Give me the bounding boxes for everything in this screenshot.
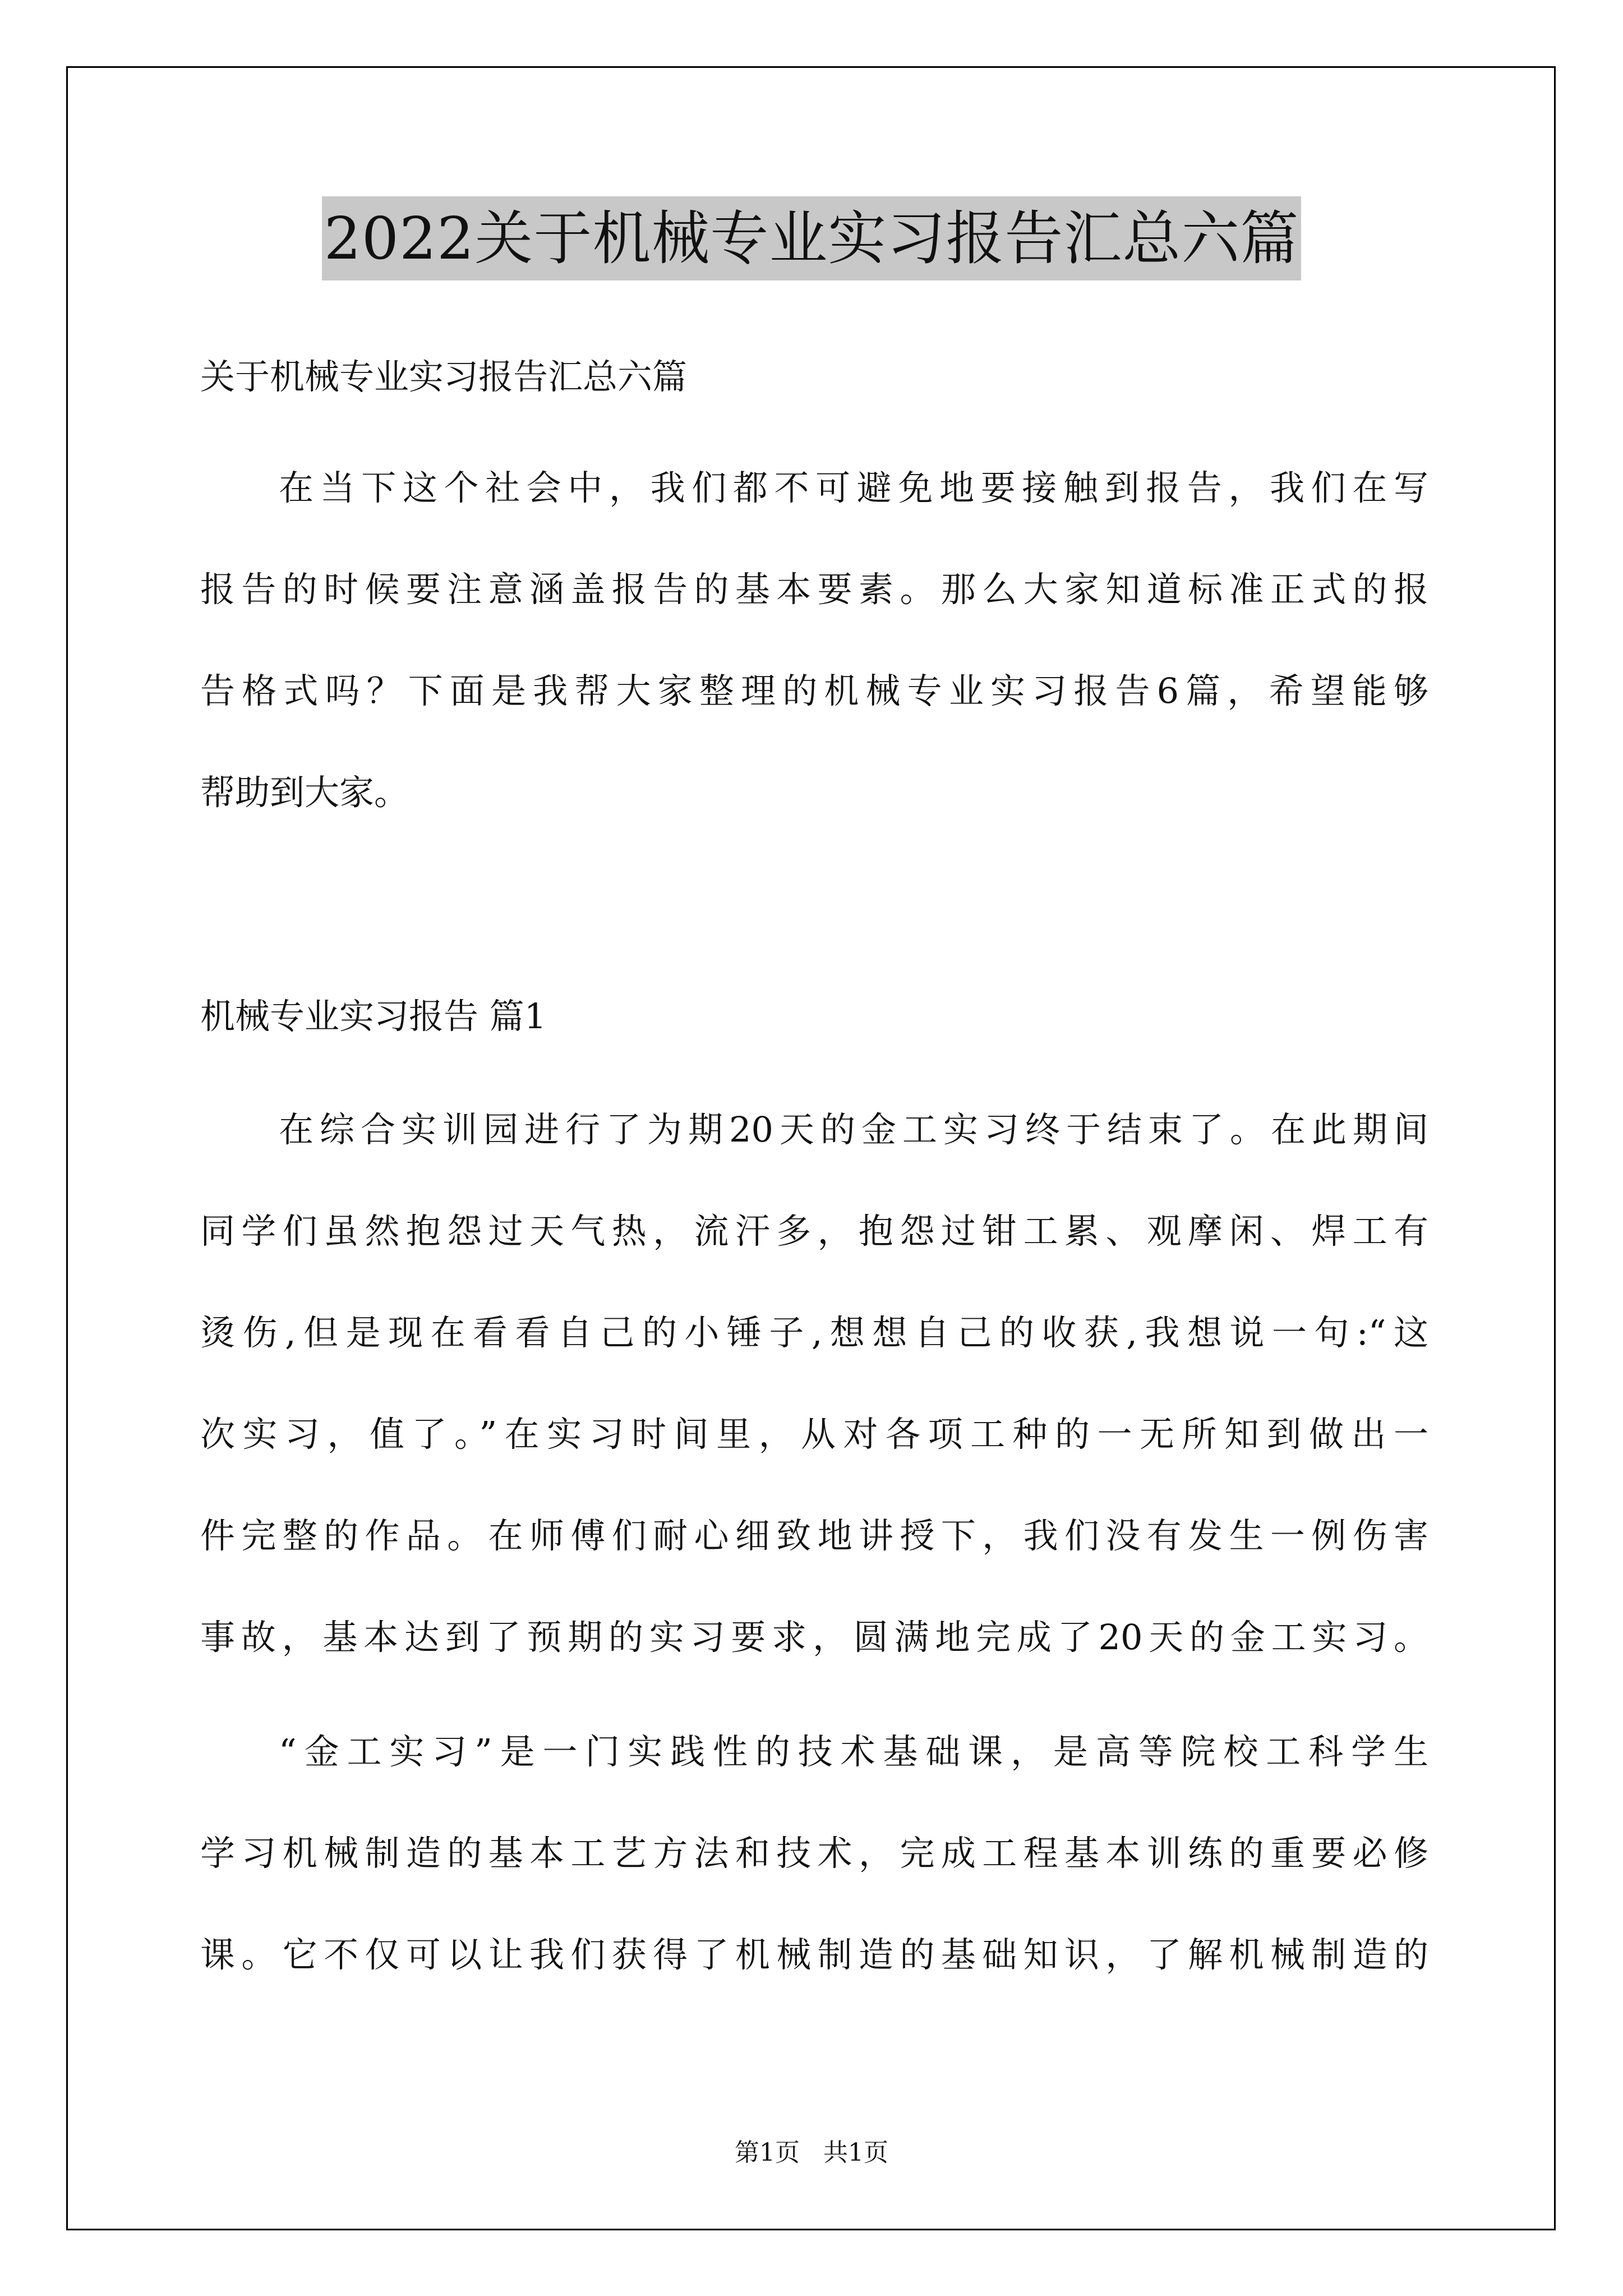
section-heading: 机械专业实习报告 篇1 (200, 996, 547, 1037)
paragraph-line: “金工实习”是一门实践性的技术基础课，是高等院校工科学生 (279, 1731, 1428, 1772)
intro-line: 帮助到大家。 (200, 772, 409, 813)
document-title: 2022关于机械专业实习报告汇总六篇 (322, 196, 1302, 280)
paragraph-line: 同学们虽然抱怨过天气热，流汗多，抱怨过钳工累、观摩闲、焊工有 (200, 1211, 1428, 1251)
paragraph-line: 学习机械制造的基本工艺方法和技术，完成工程基本训练的重要必修 (200, 1833, 1428, 1874)
intro-line: 告格式吗？下面是我帮大家整理的机械专业实习报告6篇，希望能够 (200, 670, 1428, 711)
paragraph-line: 课。它不仅可以让我们获得了机械制造的基础知识，了解机械制造的 (200, 1934, 1428, 1975)
title-container (0, 196, 1623, 280)
paragraph-line: 件完整的作品。在师傅们耐心细致地讲授下，我们没有发生一例伤害 (200, 1515, 1428, 1556)
paragraph-line: 事故，基本达到了预期的实习要求，圆满地完成了20天的金工实习。 (200, 1617, 1428, 1658)
paragraph-line: 次实习，值了。”在实习时间里，从对各项工种的一无所知到做出一 (200, 1414, 1428, 1455)
page-number-footer: 第1页 共1页 (735, 2138, 888, 2167)
intro-line: 在当下这个社会中，我们都不可避免地要接触到报告，我们在写 (279, 467, 1428, 508)
intro-line: 报告的时候要注意涵盖报告的基本要素。那么大家知道标准正式的报 (200, 569, 1428, 610)
paragraph-line: 在综合实训园进行了为期20天的金工实习终于结束了。在此期间 (279, 1109, 1428, 1150)
document-subtitle: 关于机械专业实习报告汇总六篇 (200, 356, 688, 397)
paragraph-line: 烫伤,但是现在看看自己的小锤子,想想自己的收获,我想说一句:“这 (200, 1312, 1428, 1353)
